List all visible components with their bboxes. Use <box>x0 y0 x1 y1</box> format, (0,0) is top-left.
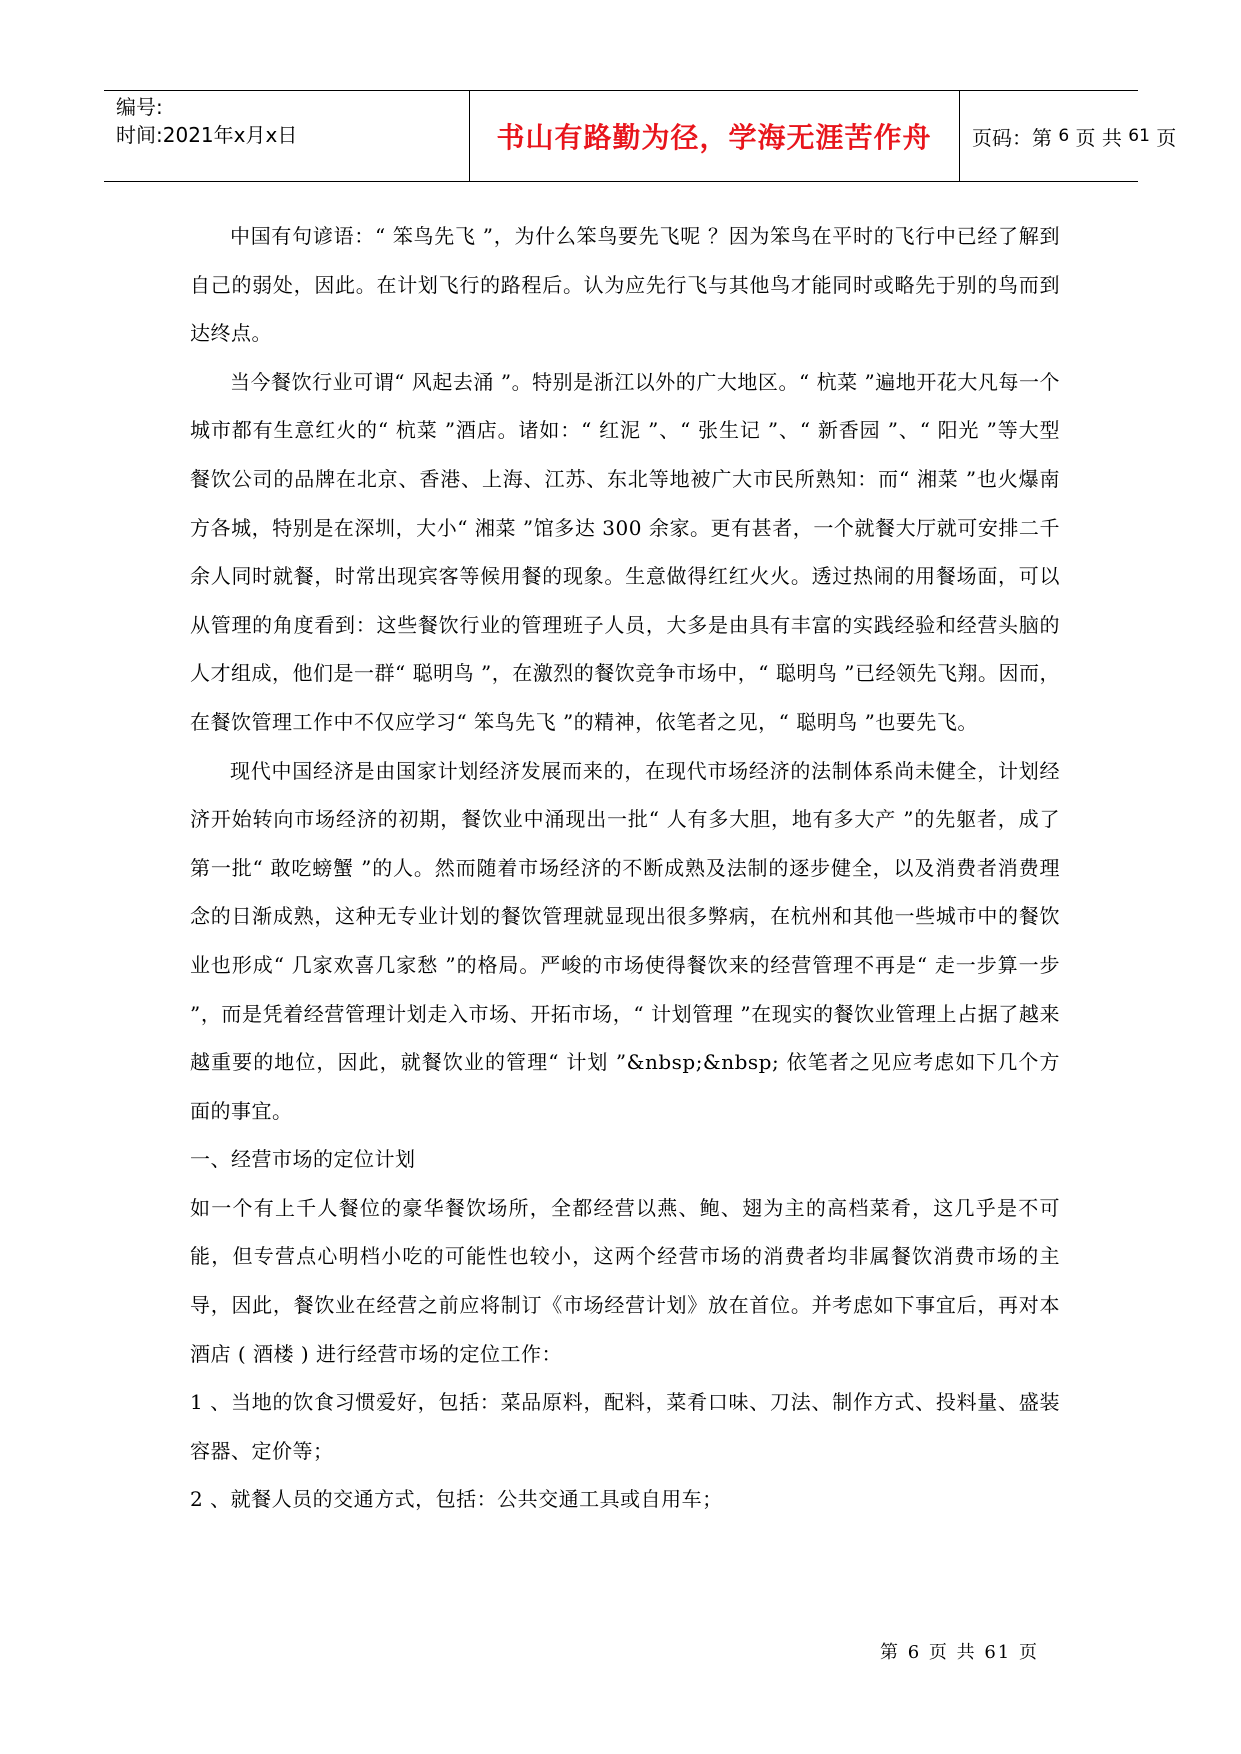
paragraph-industry-status: 当今餐饮行业可谓“ 风起去涌 ”。特别是浙江以外的广大地区。“ 杭菜 ”遍地开花大凡每一个城市都有生意红火的“ 杭菜 ”酒店。诸如：“ 红泥 ”、“ 张生记 ”、“ 新香园 ”、“ 阳光 ”等大型餐饮公司的品牌在北京、香港、上海、江苏、东北等地被广大市民所熟知：而“ 湘菜 ”也火爆南方各城，特别是在深圳，大小“ 湘菜 ”馆多达 300 余家。更有甚者，一个就餐大厅就可安排二千余人同时就餐，时常出现宾客等候用餐的现象。生意做得红红火火。透过热闹的用餐场面，可以从管理的角度看到：这些餐饮行业的管理班子人员，大多是由具有丰富的实践经验和经营头脑的人才组成，他们是一群“ 聪明鸟 ”，在激烈的餐饮竞争市场中，“ 聪明鸟 ”已经领先飞翔。因而，在餐饮管理工作中不仅应学习“ 笨鸟先飞 ”的精神，依笔者之见，“ 聪明鸟 ”也要先飞。 <box>190 369 1060 734</box>
document-number-label: 编号: <box>116 95 163 119</box>
list-item-2: 2 、就餐人员的交通方式，包括：公共交通工具或自用车； <box>190 1487 723 1512</box>
time-label: 时间: <box>116 123 163 147</box>
section-heading: 一、经营市场的定位计划 <box>190 1147 416 1172</box>
page-footer: 第 6 页 共 61 页 <box>880 1642 1039 1663</box>
page-current: 6 <box>1058 126 1070 146</box>
paragraph-proverb: 中国有句谚语：“ 笨鸟先飞 ”，为什么笨鸟要先飞呢 ？因为笨鸟在平时的飞行中已经了解到自己的弱处，因此。在计划飞行的路程后。认为应先行飞与其他鸟才能同时或略先于别的鸟而到达终点。 <box>190 224 1060 346</box>
header-divider-left <box>469 91 470 181</box>
page-header <box>104 90 1177 182</box>
time-value: 2021年x月x日 <box>162 123 298 147</box>
page-total: 61 <box>1128 126 1150 146</box>
page-suffix: 页 <box>1156 125 1177 150</box>
document-time <box>116 121 461 149</box>
paragraph-economy: 现代中国经济是由国家计划经济发展而来的，在现代市场经济的法制体系尚未健全，计划经济开始转向市场经济的初期，餐饮业中涌现出一批“ 人有多大胆，地有多大产 ”的先躯者，成了第一批“ 敢吃螃蟹 ”的人。然而随着市场经济的不断成熟及法制的逐步健全，以及消费者消费理念的日渐成熟，这种无专业计划的餐饮管理就显现出很多弊病，在杭州和其他一些城市中的餐饮业也形成“ 几家欢喜几家愁 ”的格局。严峻的市场使得餐饮来的经营管理不再是“ 走一步算一步 ”，而是凭着经营管理计划走入市场、开拓市场，“ 计划管理 ”在现实的餐饮业管理上占据了越来越重要的地位，因此，就餐饮业的管理“ 计划 ”&nbsp;&nbsp; 依笔者之见应考虑如下几个方面的事宜。 <box>190 758 1060 1123</box>
paragraph-market-positioning: 如一个有上千人餐位的豪华餐饮场所，全都经营以燕、鲍、翅为主的高档菜肴，这几乎是不可能，但专营点心明档小吃的可能性也较小，这两个经营市场的消费者均非属餐饮消费市场的主导，因此，餐饮业在经营之前应将制订《市场经营计划》放在首位。并考虑如下事宜后，再对本酒店 ( 酒楼 ) 进行经营市场的定位工作： <box>190 1195 1060 1366</box>
header-page-info <box>972 91 1176 181</box>
document-body <box>190 212 1060 1524</box>
header-motto: 书山有路勤为径，学海无涯苦作舟 <box>496 121 932 154</box>
page-label: 页码：第 <box>972 125 1052 150</box>
header-meta <box>116 93 461 149</box>
page-mid: 页 共 <box>1075 125 1122 150</box>
header-divider-right <box>959 91 960 181</box>
list-item-1: 1 、当地的饮食习惯爱好，包括：菜品原料，配料，菜肴口味、刀法、制作方式、投料量、盛装容器、定价等； <box>190 1390 1060 1463</box>
